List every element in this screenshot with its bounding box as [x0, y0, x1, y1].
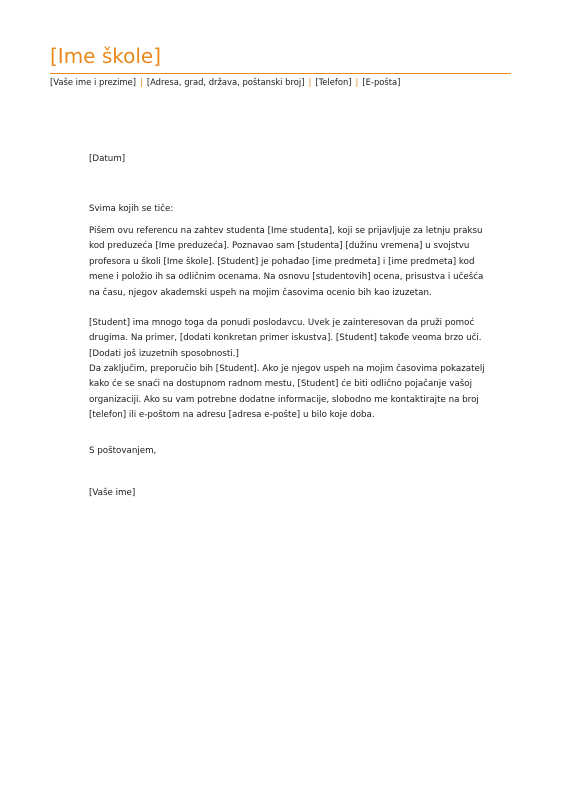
contact-separator: |: [355, 77, 359, 87]
letter-date: [89, 152, 489, 167]
salutation-text: Svima kojih se tiče:: [89, 204, 174, 214]
letter-paragraph-2: [89, 316, 487, 362]
header-divider: [50, 73, 511, 74]
paragraph-text: Pišem ovu referencu na zahtev studenta [Ime studenta], koji se prijavljuje za letnju praksu kod preduzeća [Ime preduzeća]. Poznavao sam [studenta] [dužinu vremena] u svojstvu profesora u školi [Ime škole]. [Student] je pohađao [ime predmeta] i [ime predmeta] kod mene i položio ih sa odličnim ocenama. Na osnovu [studentovih] ocena, prisustva i učešća na času, njegov akademski uspeh na mojim časovima ocenio bih kao izuzetan.: [89, 226, 484, 298]
paragraph-text: Da zaključim, preporučio bih [Student]. Ako je njegov uspeh na mojim časovima pokazatelj kako će se snaći na dostupnom radnom mestu, [Student] će biti odlično pojačanje vašoj organizaciji. Ako su vam potrebne dodatne informacije, slobodno me kontaktirajte na broj [telefon] ili e-poštom na adresu [adresa e-pošte] u bilo koje doba.: [89, 364, 485, 421]
contact-name: [Vaše ime i prezime]: [50, 77, 136, 87]
letter-salutation: [89, 202, 489, 217]
contact-line: [50, 76, 400, 89]
letter-signature: [89, 486, 489, 501]
school-name-heading: [Ime škole]: [50, 44, 162, 68]
contact-separator: |: [139, 77, 143, 87]
letter-closing: [89, 444, 489, 459]
letter-paragraph-1: [89, 224, 485, 301]
letter-paragraph-3: [89, 362, 487, 424]
contact-phone: [Telefon]: [315, 77, 352, 87]
paragraph-text: [Student] ima mnogo toga da ponudi poslodavcu. Uvek je zainteresovan da pruži pomoć drugima. Na primer, [dodati konkretan primer iskustva]. [Student] takođe veoma brzo uči. [Dodati još izuzetnih sposobnosti.]: [89, 318, 482, 359]
closing-text: S poštovanjem,: [89, 446, 157, 456]
contact-address: [Adresa, grad, država, poštanski broj]: [146, 77, 305, 87]
contact-separator: |: [308, 77, 312, 87]
contact-email: [E-pošta]: [362, 77, 401, 87]
signature-text: [Vaše ime]: [89, 488, 136, 498]
date-text: [Datum]: [89, 154, 126, 164]
